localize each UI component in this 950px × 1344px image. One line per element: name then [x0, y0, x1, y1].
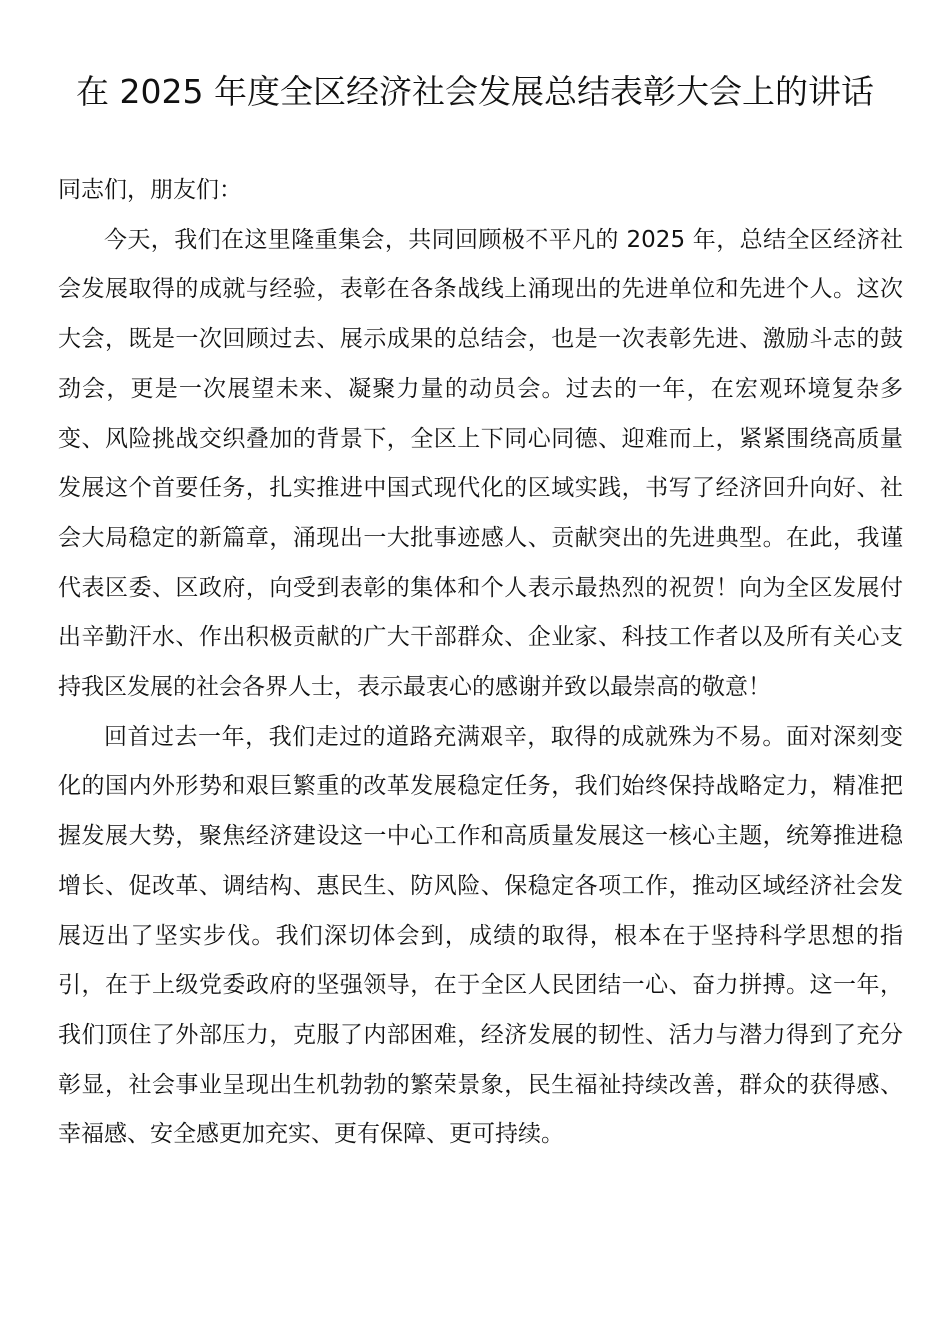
document-body [58, 166, 903, 1160]
paragraph-1: 今天，我们在这里隆重集会，共同回顾极不平凡的 2025 年，总结全区经济社会发展取得的成就与经验，表彰在各条战线上涌现出的先进单位和先进个人。这次大会，既是一次回顾过去、展示成果的总结会，也是一次表彰先进、激励斗志的鼓劲会，更是一次展望未来、凝聚力量的动员会。过去的一年，在宏观环境复杂多变、风险挑战交织叠加的背景下，全区上下同心同德、迎难而上，紧紧围绕高质量发展这个首要任务，扎实推进中国式现代化的区域实践，书写了经济回升向好、社会大局稳定的新篇章，涌现出一大批事迹感人、贡献突出的先进典型。在此，我谨代表区委、区政府，向受到表彰的集体和个人表示最热烈的祝贺！向为全区发展付出辛勤汗水、作出积极贡献的广大干部群众、企业家、科技工作者以及所有关心支持我区发展的社会各界人士，表示最衷心的感谢并致以最崇高的敬意！ [58, 226, 903, 701]
salutation: 同志们，朋友们： [58, 177, 242, 203]
paragraph-2: 回首过去一年，我们走过的道路充满艰辛，取得的成就殊为不易。面对深刻变化的国内外形势和艰巨繁重的改革发展稳定任务，我们始终保持战略定力，精准把握发展大势，聚焦经济建设这一中心工作和高质量发展这一核心主题，统筹推进稳增长、促改革、调结构、惠民生、防风险、保稳定各项工作，推动区域经济社会发展迈出了坚实步伐。我们深切体会到，成绩的取得，根本在于坚持科学思想的指引，在于上级党委政府的坚强领导，在于全区人民团结一心、奋力拼搏。这一年，我们顶住了外部压力，克服了内部困难，经济发展的韧性、活力与潜力得到了充分彰显，社会事业呈现出生机勃勃的繁荣景象，民生福祉持续改善，群众的获得感、幸福感、安全感更加充实、更有保障、更可持续。 [58, 723, 903, 1148]
document-title: 在 2025 年度全区经济社会发展总结表彰大会上的讲话 [76, 72, 874, 111]
